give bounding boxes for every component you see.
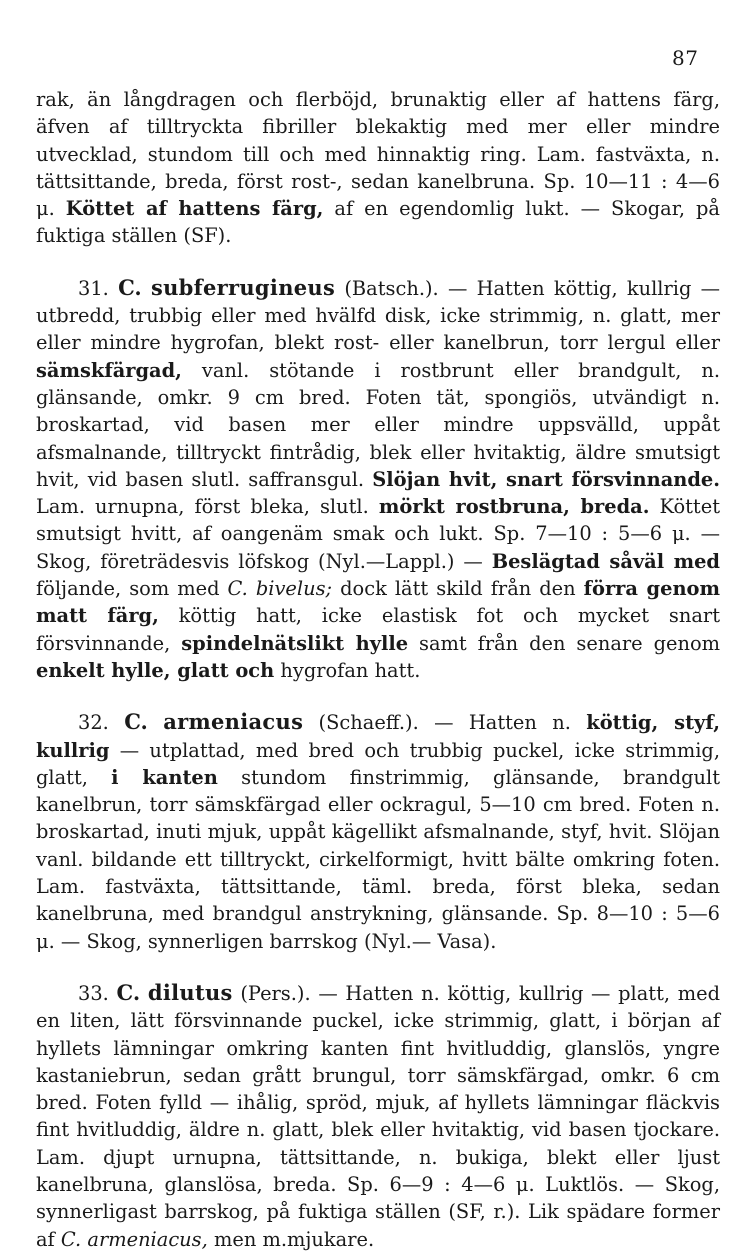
entry-text: (Batsch.). — Hatten köttig, kullrig — utbredd, trubbig eller med hvälfd disk, icke strimmig, n. glatt, mer eller mindre hygrofan, blekt rost- eller kanelbrun, torr lergul eller — [36, 276, 720, 355]
entry-text: vanl. stötande i rostbrunt eller brandgult, n. glänsande, omkr. 9 cm bred. Foten tät, spongiös, utvändigt n. broskartad, vid basen mer eller mindre uppsvälld, uppåt afsmalnande, tilltryckt fintrådig, blek eller hvitaktig, äldre smutsigt hvit, vid basen slutl. saffransgul. — [36, 358, 720, 491]
bold-phrase: spindelnätslikt hylle — [181, 631, 409, 655]
species-name: armeniacus — [163, 709, 304, 735]
entry-text: — utplattad, med bred och trubbig puckel, icke strimmig, glatt, — [36, 738, 720, 789]
bold-phrase: Köttet af hattens färg, — [65, 197, 324, 221]
entry-text: stundom finstrimmig, glänsande, brandgult kanelbrun, torr sämskfärgad eller ockragul, 5—10 cm bred. Foten n. broskartad, inuti mjuk, uppåt kägellikt afsmalnande, styf, hvit. Slöjan vanl. bildande ett tilltryckt, cirkelformigt, hvitt bälte omkring foten. Lam. fastväxta, tättsittande, täml. breda, först bleka, sedan kanelbruna, med brandgul anstrykning, glänsande. Sp. 8—10 : 5—6 μ. — Skog, synnerligen barrskog (Nyl.— Vasa). — [36, 765, 720, 953]
genus-abbrev: C. — [118, 274, 142, 300]
bold-phrase: köttig, styf, kullrig — [36, 711, 720, 762]
bold-phrase: i kanten — [111, 765, 218, 789]
bold-phrase: sämskfärgad, — [36, 358, 182, 382]
entry-number: 32. — [78, 711, 125, 735]
entry-text: köttig hatt, icke elastisk fot och mycket snart försvinnande, — [36, 604, 720, 655]
bold-phrase: förra genom matt färg, — [36, 577, 720, 628]
body-text — [36, 86, 720, 1253]
bold-phrase: mörkt rostbruna, breda. — [378, 495, 650, 519]
entry-text: hygrofan hatt. — [274, 658, 421, 682]
entry-text: samt från den senare genom — [408, 631, 721, 655]
bold-phrase: enkelt hylle, glatt och — [36, 658, 275, 682]
paragraph-gap — [36, 250, 720, 274]
entry-number: 33. — [78, 981, 117, 1005]
entry-text: men m.mjukare. — [207, 1227, 375, 1251]
page-number: 87 — [672, 46, 699, 70]
entry-number: 31. — [78, 276, 119, 300]
entry-text: (Schaeff.). — Hatten n. — [303, 711, 587, 735]
bold-phrase: Slöjan hvit, snart försvinnande. — [372, 467, 721, 491]
genus-abbrev: C. — [116, 979, 141, 1005]
bold-phrase: Beslägtad såväl med — [491, 549, 720, 573]
entry-31 — [36, 274, 720, 684]
paragraph-gap — [36, 955, 720, 979]
entry-33 — [36, 979, 720, 1253]
entry-32 — [36, 708, 720, 955]
entry-text: (Pers.). — Hatten n. köttig, kullrig — platt, med en liten, lätt försvinnande puckel, icke strimmig, glatt, i början af hyllets lämningar omkring kanten fint hvitluddig, glanslös, yngre kastaniebrun, sedan grått brungul, torr sämskfärgad, omkr. 6 cm bred. Foten fylld — ihålig, spröd, mjuk, af hyllets lämningar fläckvis fint hvitluddig, äldre n. glatt, blek eller hvitaktig, vid basen tjockare. Lam. djupt urnupna, tättsittande, n. bukiga, blekt eller ljust kanelbruna, glanslösa, breda. Sp. 6—9 : 4—6 μ. Luktlös. — Skog, synnerligast barrskog, på fuktiga ställen (SF, r.). Lik spädare former af — [36, 981, 720, 1251]
species-name: subferrugineus — [150, 274, 336, 300]
entry-text: dock lätt skild från den — [332, 577, 584, 601]
continuation-paragraph — [36, 86, 720, 250]
species-name: dilutus — [147, 979, 233, 1005]
genus-abbrev: C. — [124, 709, 148, 735]
entry-text: följande, som med — [36, 577, 228, 601]
entry-text: Köttet smutsigt hvitt, af oangenäm smak och lukt. Sp. 7—10 : 5—6 μ. — Skog, företrädesvis löfskog (Nyl.—Lappl.) — — [36, 495, 720, 573]
paragraph-text: rak, än långdragen och flerböjd, brunaktig eller af hattens färg, äfven af tilltryckta fibriller blekaktig med mer eller mindre utvecklad, stundom till och med hinnaktig ring. Lam. fastväxta, n. tättsittande, breda, först rost-, sedan kanelbruna. Sp. 10—11 : 4—6 μ. — [36, 88, 720, 221]
entry-text: Lam. urnupna, först bleka, slutl. — [36, 495, 379, 519]
paragraph-gap — [36, 684, 720, 708]
paragraph-text: af en egendomlig lukt. — Skogar, på fuktiga ställen (SF). — [36, 197, 720, 248]
italic-species: C. bivelus; — [227, 577, 333, 601]
italic-species: C. armeniacus, — [60, 1227, 208, 1251]
